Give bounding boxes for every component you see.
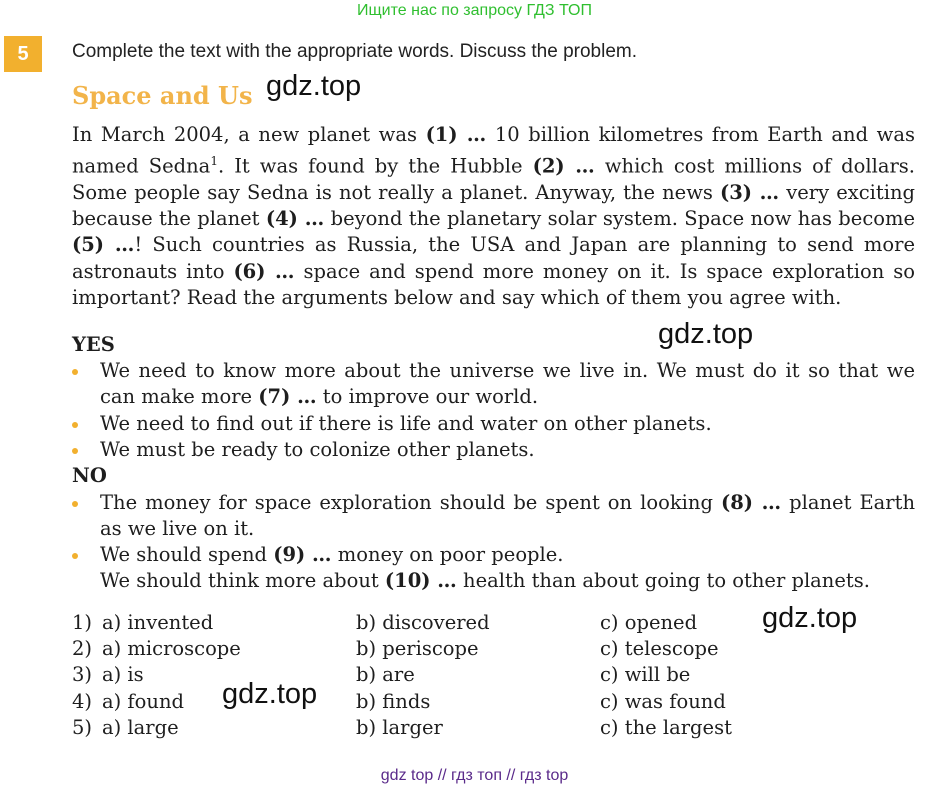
footer-links: gdz top // гдз топ // гдз top xyxy=(380,767,569,784)
bullet-text: We should think more about xyxy=(100,569,379,593)
yes-bullet-3 xyxy=(72,437,915,463)
watermark: gdz.top xyxy=(222,678,318,710)
option-b: b) discovered xyxy=(356,611,490,634)
option-number: 2) xyxy=(72,637,93,660)
bullet-text: health than about going to other planets. xyxy=(463,569,870,593)
no-bullet-2 xyxy=(72,542,915,594)
option-a: a) large xyxy=(102,716,179,739)
text-title: Space and Us xyxy=(72,81,253,110)
option-c: c) will be xyxy=(600,663,691,686)
bullet-dot xyxy=(72,553,78,559)
text-part: . It was found by the Hubble xyxy=(217,154,523,178)
option-number: 1) xyxy=(72,611,93,634)
watermark: gdz.top xyxy=(658,318,754,350)
gap-5: (5) … xyxy=(72,233,135,257)
option-number: 5) xyxy=(72,716,93,739)
text-part: 10 billion kilometres from Earth and was named Sedna xyxy=(72,123,916,178)
text-part: beyond the planetary solar system. Space now has become xyxy=(330,207,916,231)
option-c: c) opened xyxy=(600,611,698,634)
yes-bullet-1 xyxy=(72,358,915,410)
option-b: b) are xyxy=(356,663,415,686)
bullet-text: We need to find out if there is life and water on other planets. xyxy=(100,412,712,435)
gap-3: (3) … xyxy=(719,180,780,204)
text-part: space and spend more money on it. Is space exploration so important? Read the arguments below and say which of them you agree with. xyxy=(72,259,915,309)
bullet-text: to improve our world. xyxy=(322,385,539,409)
option-c: c) was found xyxy=(600,690,726,713)
option-c: c) the largest xyxy=(600,716,732,739)
bullet-text: We should spend xyxy=(100,543,268,566)
gap-7: (7) … xyxy=(258,385,317,409)
yes-bullet-2 xyxy=(72,411,915,437)
watermark: gdz.top xyxy=(762,602,858,634)
gap-2: (2) … xyxy=(532,154,595,178)
bullet-text: money on poor people. xyxy=(337,543,564,566)
bullet-dot xyxy=(72,448,78,454)
gap-8: (8) … xyxy=(720,491,782,514)
gap-10: (10) … xyxy=(384,569,457,593)
text-part: which cost millions of dollars. Some people say Sedna is not really a planet. Anyway, the news xyxy=(72,154,915,204)
bullet-text: planet Earth as we live on it. xyxy=(100,491,916,541)
no-heading: NO xyxy=(72,464,107,487)
option-c: c) telescope xyxy=(600,637,719,660)
option-b: b) finds xyxy=(356,690,431,713)
gap-9: (9) … xyxy=(273,543,332,566)
bullet-dot xyxy=(72,501,78,507)
text-part: very exciting because the planet xyxy=(72,180,916,231)
bullet-dot xyxy=(72,369,78,375)
text-part: In March 2004, a new planet was xyxy=(72,123,417,146)
yes-heading: YES xyxy=(72,333,115,356)
exercise-instruction: Complete the text with the appropriate words. Discuss the problem. xyxy=(72,41,637,62)
footnote-marker: 1 xyxy=(210,154,218,169)
bullet-dot xyxy=(72,422,78,428)
no-bullet-1 xyxy=(72,490,915,542)
gap-1: (1) … xyxy=(425,123,487,146)
bullet-text: We need to know more about the universe we live in. We must do it so that we can make more xyxy=(100,359,915,409)
option-a: a) found xyxy=(102,690,184,713)
option-number: 4) xyxy=(72,690,93,713)
main-paragraph xyxy=(72,122,915,311)
bullet-text: We must be ready to colonize other planets. xyxy=(100,438,535,461)
exercise-number-badge: 5 xyxy=(4,36,42,72)
gap-6: (6) … xyxy=(233,259,295,283)
watermark: gdz.top xyxy=(266,70,362,102)
top-banner: Ищите нас по запросу ГДЗ ТОП xyxy=(357,2,592,19)
option-b: b) periscope xyxy=(356,637,479,660)
option-a: a) invented xyxy=(102,611,214,634)
option-a: a) microscope xyxy=(102,637,241,660)
gap-4: (4) … xyxy=(265,207,325,231)
option-number: 3) xyxy=(72,663,93,686)
option-b: b) larger xyxy=(356,716,443,739)
bullet-text: The money for space exploration should be spent on looking xyxy=(100,491,713,514)
option-a: a) is xyxy=(102,663,144,686)
text-part: ! Such countries as Russia, the USA and Japan are planning to send more astronauts into xyxy=(72,233,915,283)
